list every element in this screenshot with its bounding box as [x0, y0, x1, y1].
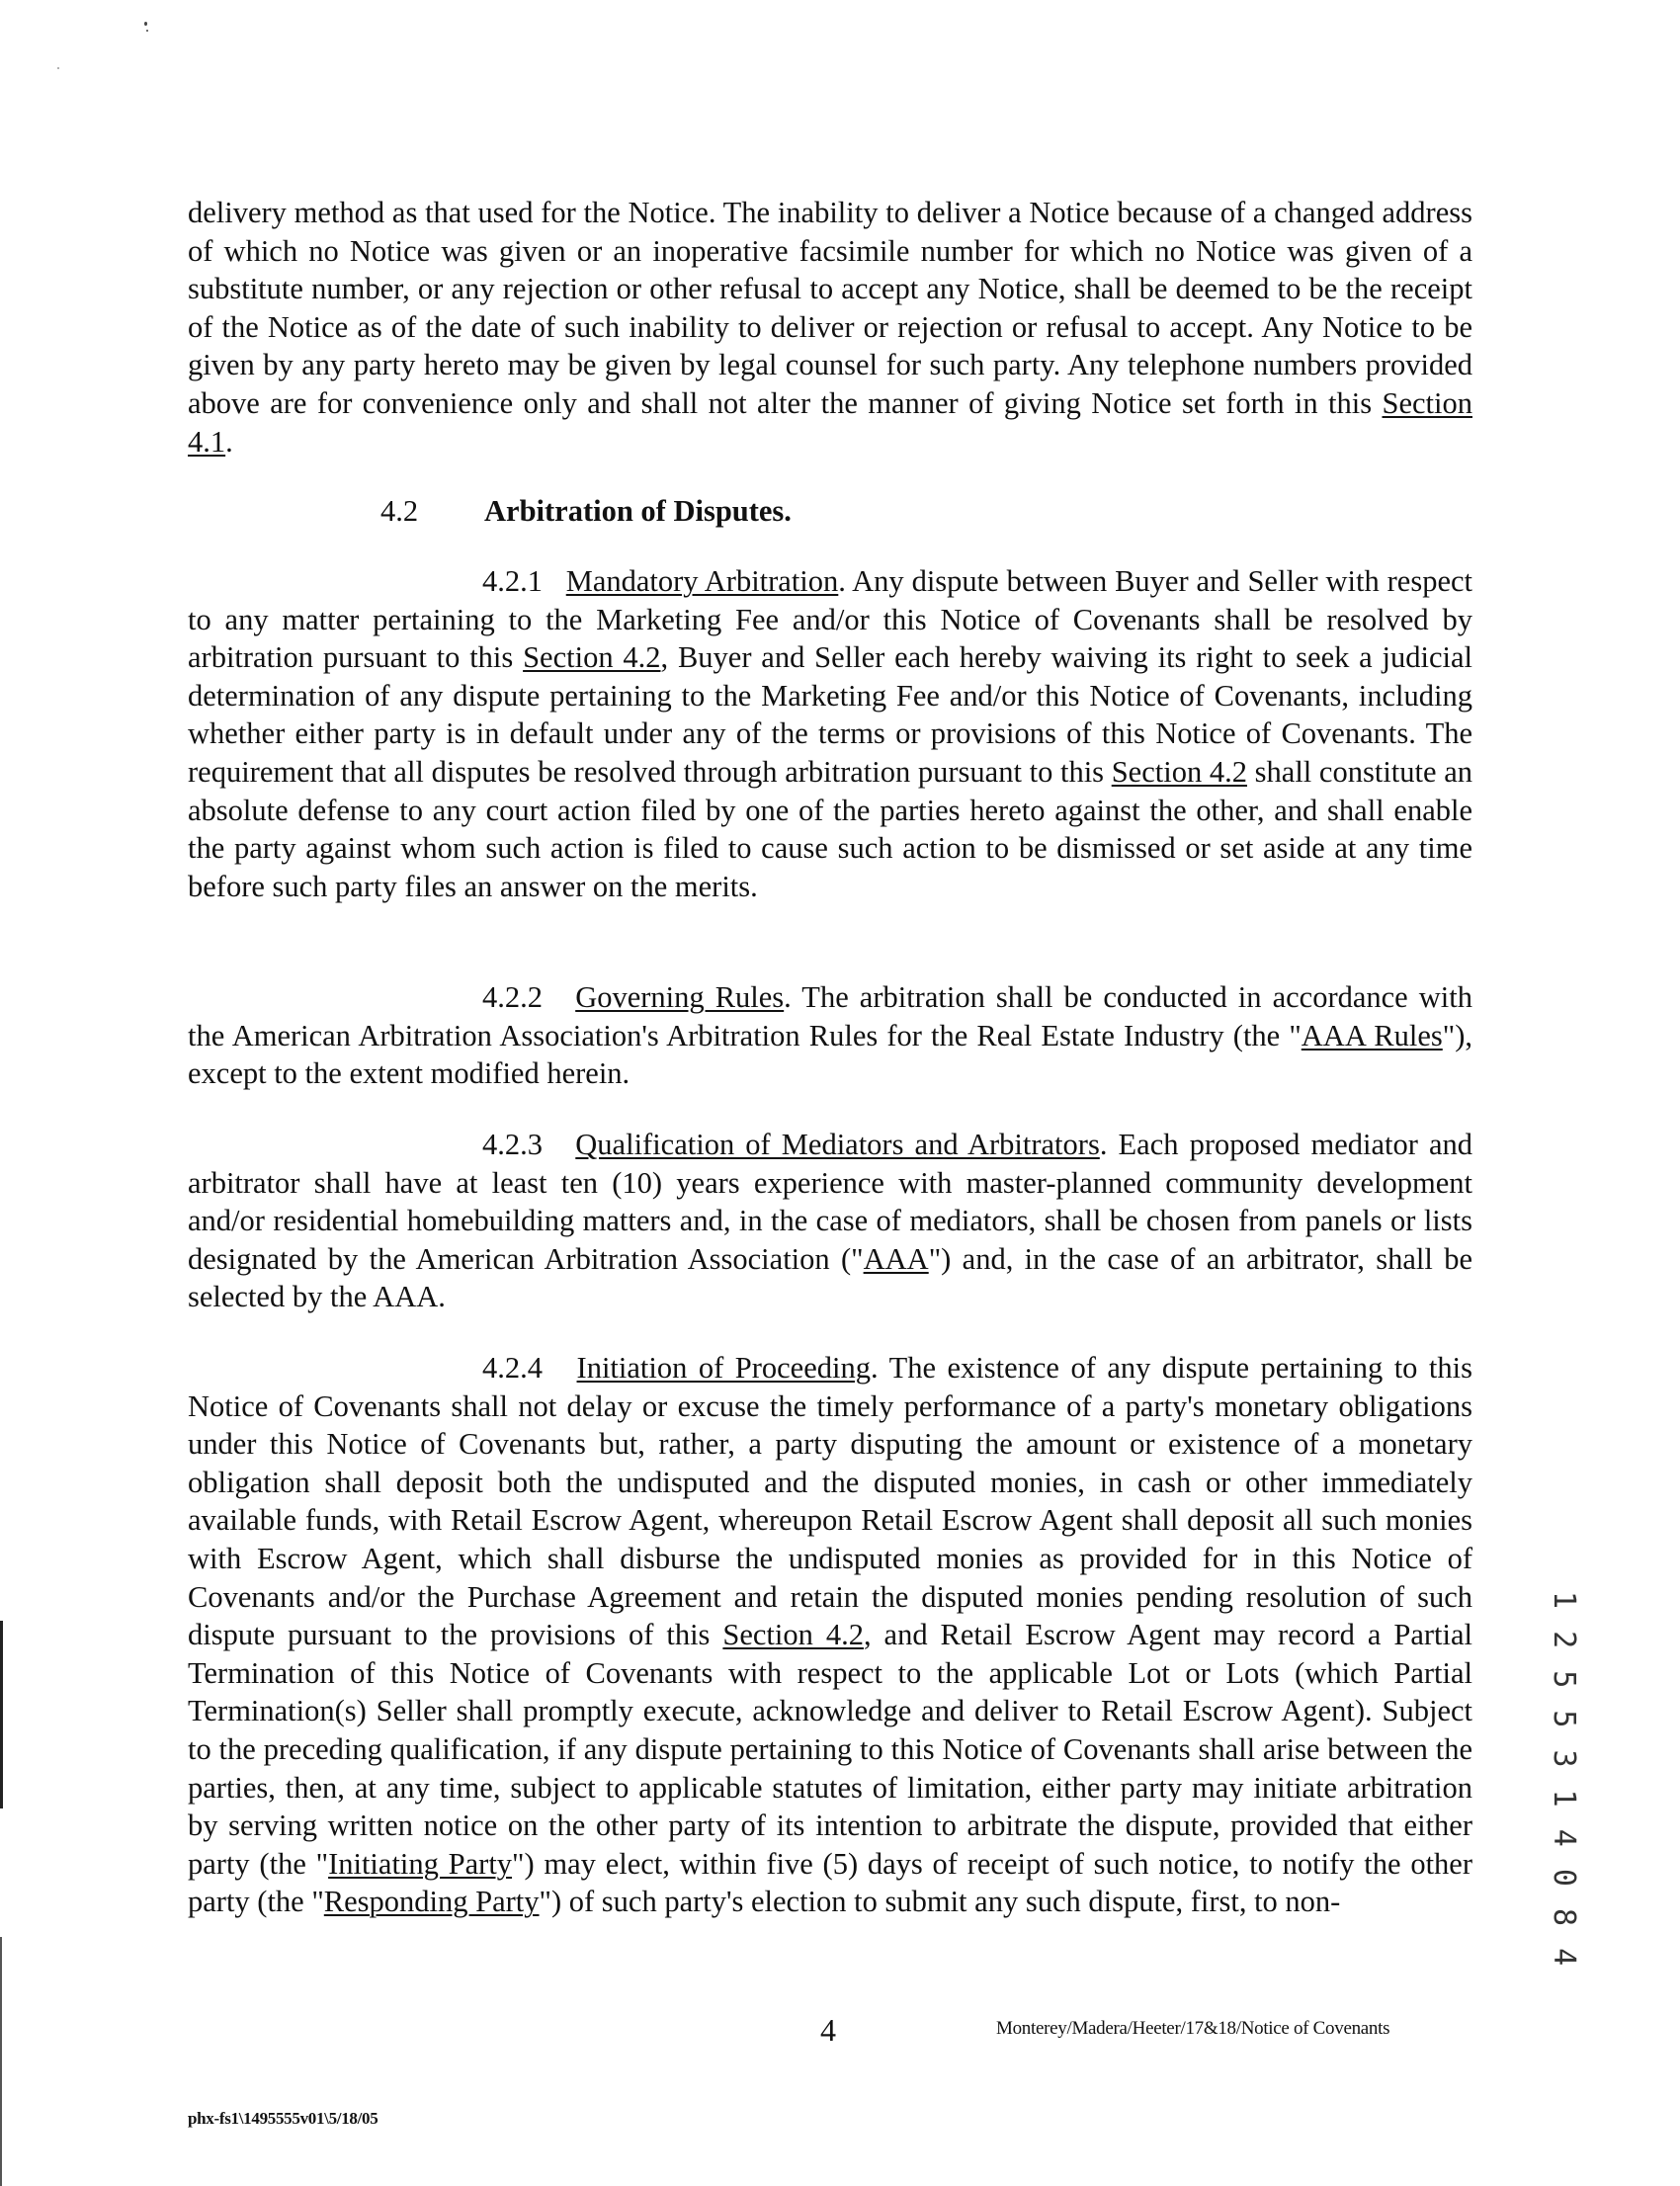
subsection-number: 4.2.1 — [482, 564, 543, 598]
section-4-2-1 — [188, 562, 1472, 905]
subsection-number: 4.2.4 — [482, 1351, 543, 1385]
subsection-text: ") and, in the case of an arbitrator, shall be selected by the AAA. — [188, 1241, 1472, 1314]
section-ref: Section 4.2 — [523, 640, 661, 675]
subsection-title: Mandatory Arbitration — [565, 564, 839, 598]
subsection-title: Qualification of Mediators and Arbitrators — [575, 1128, 1100, 1161]
recording-number-stamp — [1547, 1591, 1587, 1969]
subsection-text: shall constitute an absolute defense to any court action filed by one of the parties hereto against the other, and shall enable the party against whom such action is filed to cause such action to be dismissed or set aside at any time before such party files an answer on the merits. — [188, 754, 1472, 903]
subsection-text: , Buyer and Seller each hereby waiving its right to seek a judicial determination of any dispute pertaining to the Marketing Fee and/or this Notice of Covenants, including whether either party is in default under any of the terms or provisions of this Notice of Covenants. The requirement that all disputes be resolved through arbitration pursuant to this — [188, 640, 1472, 789]
subsection-text: "), except to the extent modified herein. — [188, 1018, 1472, 1091]
subsection-text: ") may elect, within five (5) days of receipt of such notice, to notify the other party (the " — [188, 1846, 1472, 1919]
section-number: 4.2 — [380, 494, 419, 528]
subsection-title: Governing Rules — [575, 980, 785, 1014]
subsection-number: 4.2.3 — [482, 1128, 543, 1161]
subsection-text: . The arbitration shall be conducted in accordance with the American Arbitration Association's Arbitration Rules for the Real Estate Industry (the " — [188, 980, 1472, 1052]
footer-reference: Monterey/Madera/Heeter/17&18/Notice of Covenants — [996, 2018, 1390, 2039]
section-4-2-2 — [188, 978, 1472, 1093]
subsection-text: ") of such party's election to submit any such dispute, first, to non- — [539, 1885, 1341, 1919]
section-4-2-heading — [380, 492, 792, 530]
section-ref: Section 4.2 — [722, 1618, 864, 1652]
defined-term: Responding Party — [323, 1885, 540, 1919]
section-4-2-4 — [188, 1349, 1472, 1921]
scan-speck — [57, 67, 59, 69]
section-4-2-3 — [188, 1126, 1472, 1316]
page-number: 4 — [820, 2012, 836, 2048]
defined-term: Initiating Party — [328, 1846, 513, 1881]
defined-term: AAA Rules — [1301, 1018, 1443, 1052]
document-id: phx-fs1\1495555v01\5/18/05 — [188, 2109, 378, 2128]
scan-edge-mark — [0, 1937, 2, 2186]
subsection-text: . Each proposed mediator and arbitrator shall have at least ten (10) years experience with master-planned community development and/or residential homebuilding matters and, in the case of mediators, shall be chosen from panels or lists designated by the American Arbitration Association (" — [188, 1128, 1473, 1276]
subsection-text: . Any dispute between Buyer and Seller with respect to any matter pertaining to the Marketing Fee and/or this Notice of Covenants shall be resolved by arbitration pursuant to this — [188, 564, 1473, 675]
subsection-title: Initiation of Proceeding — [576, 1351, 871, 1385]
subsection-number: 4.2.2 — [482, 980, 543, 1014]
scan-speck — [146, 30, 148, 32]
defined-term: AAA — [863, 1241, 929, 1276]
scan-speck — [144, 22, 147, 26]
section-ref: Section 4.2 — [1111, 754, 1247, 789]
intro-text-end: . — [225, 424, 233, 459]
scan-edge-mark — [0, 1621, 3, 1808]
intro-paragraph — [188, 194, 1472, 461]
subsection-text: . The existence of any dispute pertaining to this Notice of Covenants shall not delay or excuse the timely performance of a party's monetary obligations under this Notice of Covenants but, rather, a party disputing the amount or existence of a monetary obligation shall deposit both the undisputed and the disputed monies, in cash or other immediately available funds, with Retail Escrow Agent, whereupon Retail Escrow Agent shall deposit all such monies with Escrow Agent, which shall disburse the undisputed monies as provided for in this Notice of Covenants and/or the Purchase Agreement and retain the disputed monies pending resolution of such dispute pursuant to the provisions of this — [188, 1351, 1473, 1652]
intro-text: delivery method as that used for the Notice. The inability to deliver a Notice because of a changed address of which no Notice was given or an inoperative facsimile number for which no Notice was given of a substitute number, or any rejection or other refusal to accept any Notice, shall be deemed to be the receipt of the Notice as of the date of such inability to deliver or rejection or refusal to accept. Any Notice to be given by any party hereto may be given by legal counsel for such party. Any telephone numbers provided above are for convenience only and shall not alter the manner of giving Notice set forth in this — [188, 196, 1472, 420]
section-title: Arbitration of Disputes. — [484, 494, 792, 528]
recording-number: 1 2 5 5 3 1 4 0 8 4 — [1547, 1591, 1581, 1969]
subsection-text: , and Retail Escrow Agent may record a Partial Termination of this Notice of Covenants with respect to the applicable Lot or Lots (which Partial Termination(s) Seller shall promptly execute, acknowledge and deliver to Retail Escrow Agent). Subject to the preceding qualification, if any dispute pertaining to this Notice of Covenants shall arise between the parties, then, at any time, subject to applicable statutes of limitation, either party may initiate arbitration by serving written notice on the other party of its intention to arbitrate the dispute, provided that either party (the " — [188, 1618, 1472, 1881]
section-ref-4-1: Section 4.1 — [188, 385, 1472, 459]
